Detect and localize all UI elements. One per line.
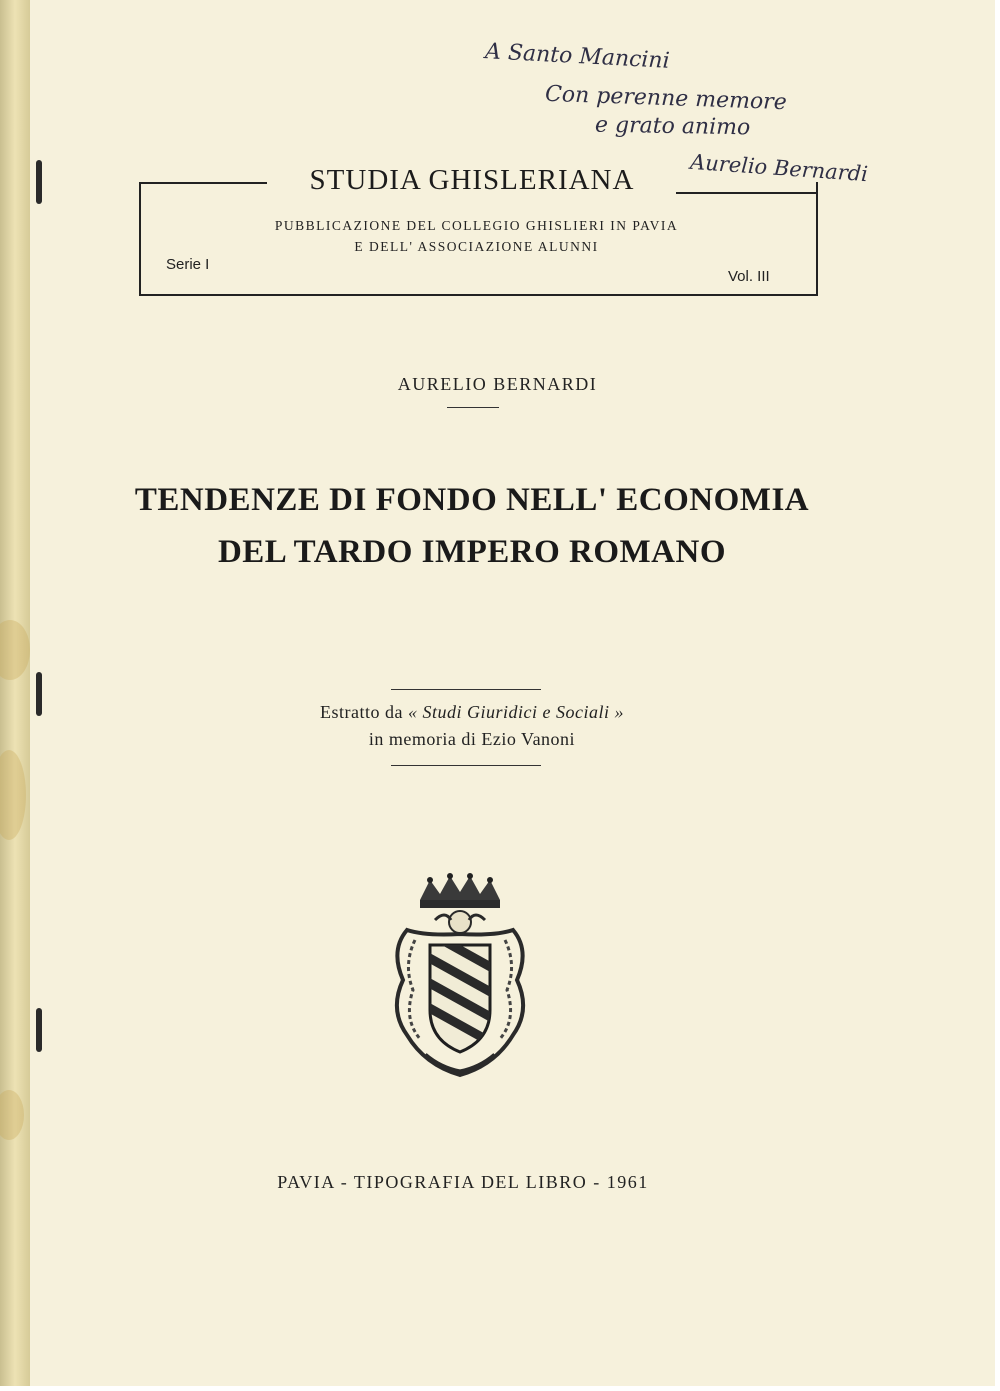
publisher-line-1: PUBBLICAZIONE DEL COLLEGIO GHISLIERI IN PAVIA bbox=[274, 218, 679, 233]
staple bbox=[36, 160, 42, 204]
title-line-2: DEL TARDO IMPERO ROMANO bbox=[217, 534, 727, 570]
author-rule bbox=[447, 407, 499, 408]
extract-line-1 bbox=[0, 702, 944, 723]
publisher-line-2: E DELL' ASSOCIAZIONE ALUNNI bbox=[354, 239, 599, 254]
staple bbox=[36, 1008, 42, 1052]
coat-of-arms-icon bbox=[385, 870, 535, 1080]
extract-journal: « Studi Giuridici e Sociali » bbox=[408, 702, 624, 722]
imprint: PAVIA - TIPOGRAFIA DEL LIBRO - 1961 bbox=[277, 1172, 649, 1192]
volume-number: Vol. III bbox=[728, 268, 770, 285]
inscription-line-3: e grato animo bbox=[594, 112, 751, 141]
inscription-line-2: Con perenne memore bbox=[544, 81, 788, 116]
author-name: AURELIO BERNARDI bbox=[397, 374, 598, 394]
inscription-signature: Aurelio Bernardi bbox=[689, 149, 869, 187]
series-title: STUDIA GHISLERIANA bbox=[309, 164, 635, 196]
extract-rule-bottom bbox=[391, 765, 541, 766]
extract-rule-top bbox=[391, 689, 541, 690]
series-number: Serie I bbox=[166, 256, 210, 273]
extract-prefix: Estratto da bbox=[320, 702, 403, 722]
inscription-line-1: A Santo Mancini bbox=[484, 39, 671, 74]
extract-line-2: in memoria di Ezio Vanoni bbox=[368, 729, 576, 749]
title-line-1: TENDENZE DI FONDO NELL' ECONOMIA bbox=[134, 482, 810, 518]
